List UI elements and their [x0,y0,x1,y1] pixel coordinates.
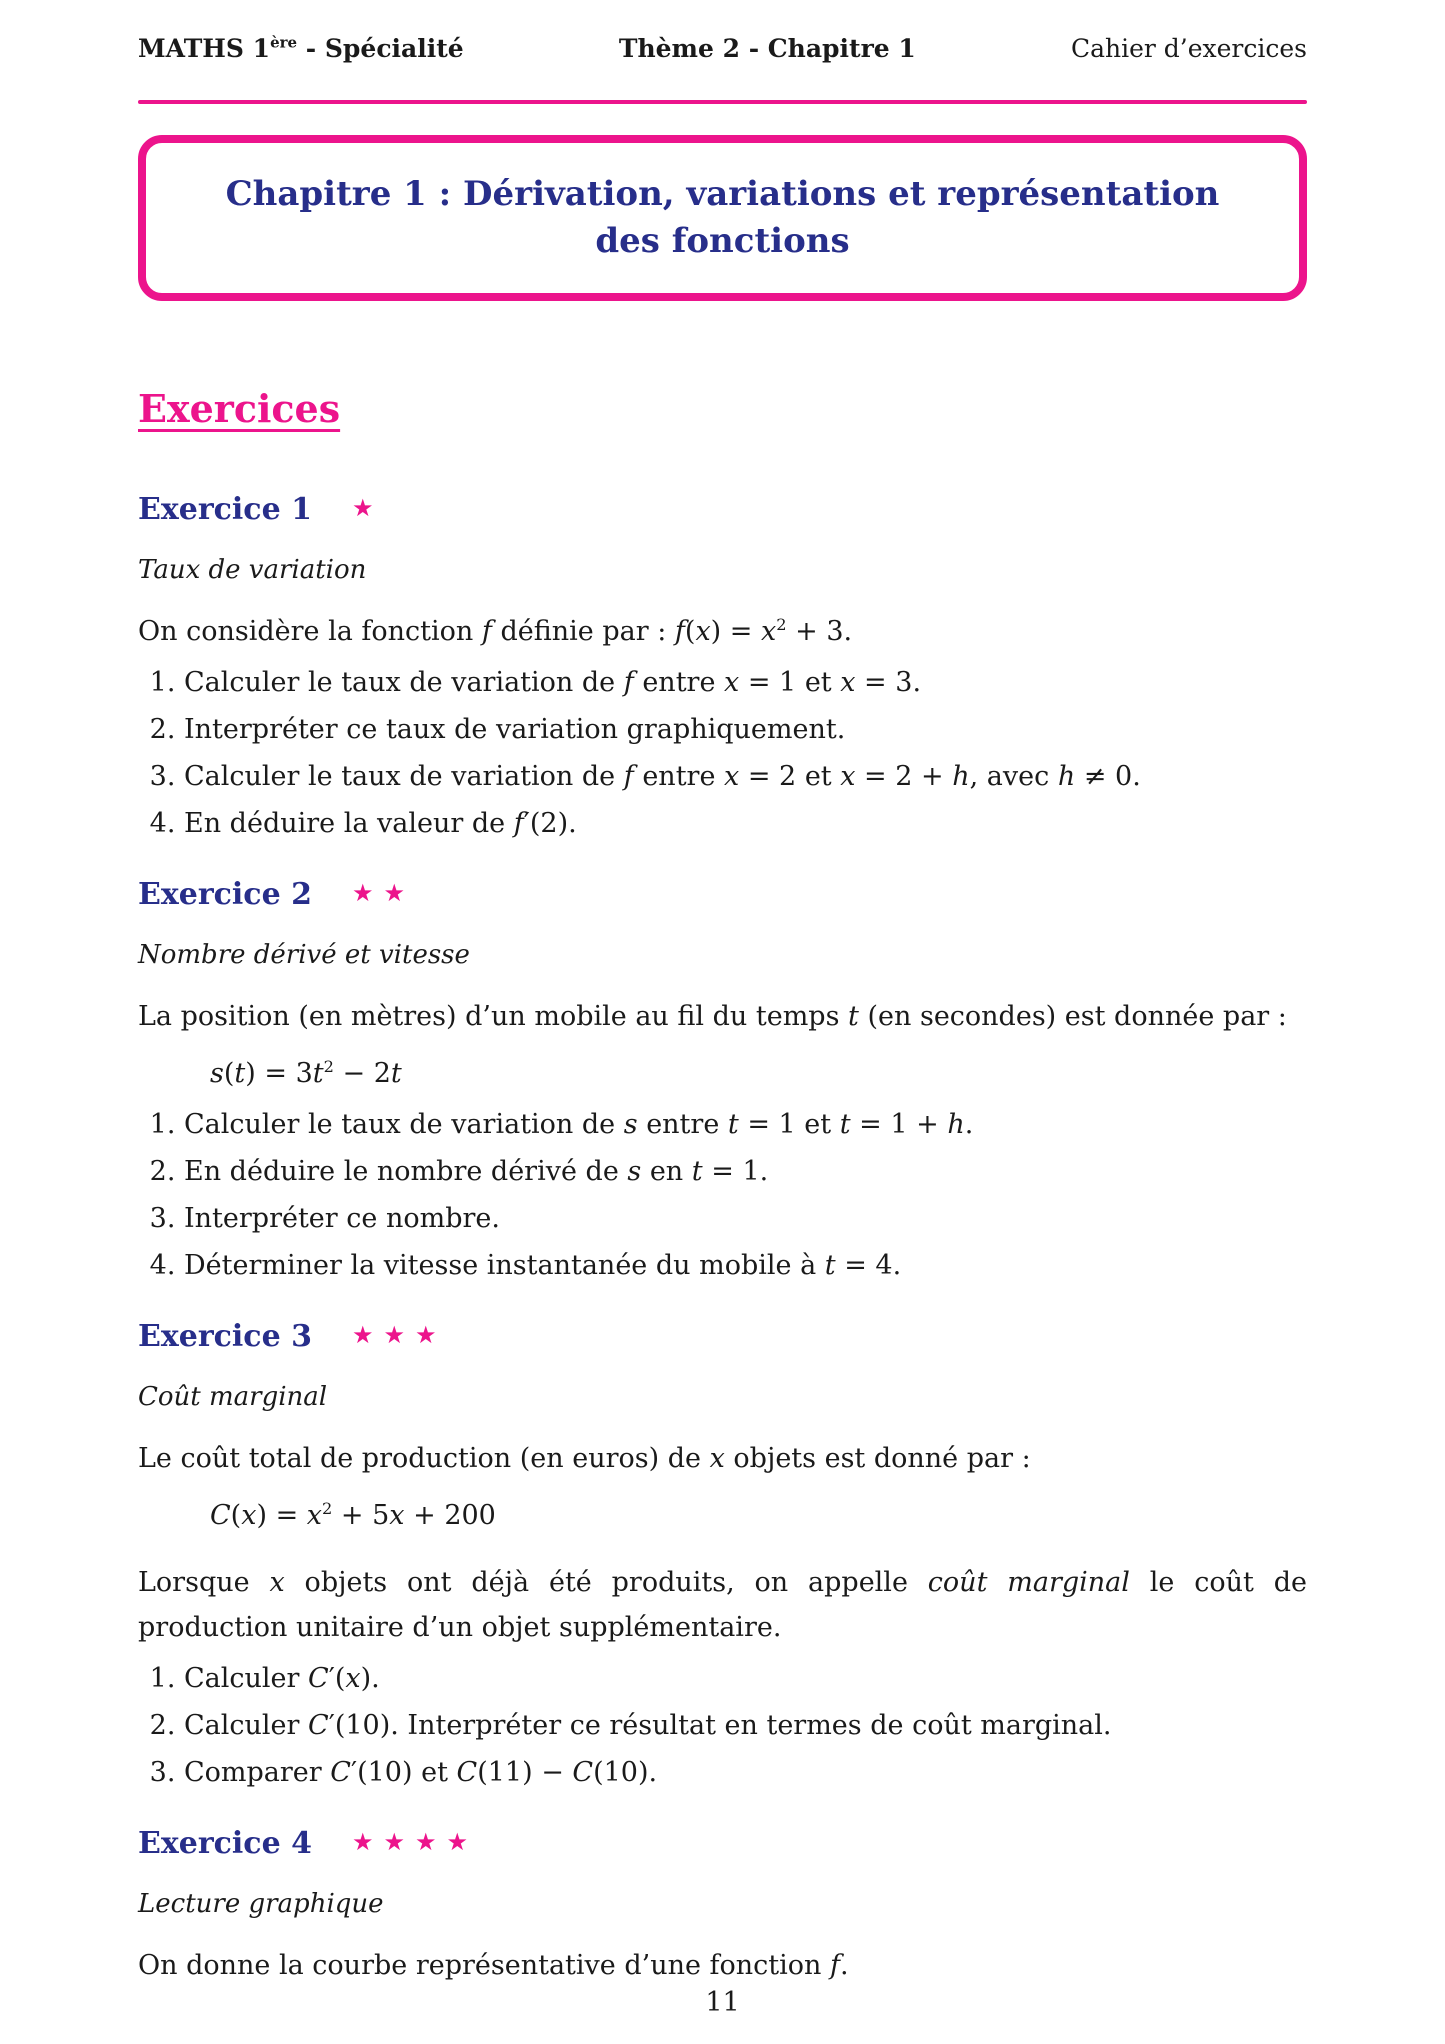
exercise-item: 4. Déterminer la vitesse instantanée du mobile à t = 4. [184,1243,1307,1288]
exercise-item: 1. Calculer C′(x). [184,1656,1307,1701]
exercise-intro: La position (en mètres) d’un mobile au fil du temps t (en secondes) est donnée par : [138,1001,1287,1032]
header-rule [138,100,1307,104]
exercise-title: Exercice 2 [138,877,312,912]
exercise-item: 3. Interpréter ce nombre. [184,1196,1307,1241]
chapter-title [158,171,1287,265]
exercise-paragraph: Lorsque x objets ont déjà été produits, on appelle coût marginal le coût de production unitaire d’un objet supplémentaire. [138,1567,1307,1643]
exercise-title: Exercice 1 [138,492,312,527]
page-header [138,33,1307,64]
exercise-2 [138,876,1307,1288]
exercise-list [138,1102,1307,1288]
page-number: 11 [705,1987,740,2018]
exercise-intro: On donne la courbe représentative d’une fonction f. [138,1950,849,1981]
exercise-item: 1. Calculer le taux de variation de s entre t = 1 et t = 1 + h. [184,1102,1307,1147]
exercise-title: Exercice 4 [138,1826,312,1861]
exercise-intro: On considère la fonction f définie par : $f(x) = x^2 + 3$. [138,615,853,647]
exercise-4 [138,1825,1307,1988]
exercise-heading [138,491,1307,527]
exercise-subtitle: Lecture graphique [138,1889,384,1919]
difficulty-stars: ★ [351,494,384,522]
difficulty-stars: ★★★★ [351,1828,479,1856]
chapter-title-line1: Chapitre 1 : Dérivation, variations et représentation [225,174,1220,214]
exercise-title: Exercice 3 [138,1319,312,1354]
exercise-subtitle: Taux de variation [138,555,367,585]
exercise-list [138,660,1307,846]
exercise-item: 3. Comparer C′(10) et C(11) − C(10). [184,1750,1307,1795]
exercise-item: 2. Interpréter ce taux de variation graphiquement. [184,707,1307,752]
exercise-3 [138,1318,1307,1795]
exercise-list [138,1656,1307,1795]
chapter-title-box [138,135,1307,301]
exercise-subtitle: Coût marginal [138,1382,328,1412]
exercises-container [138,491,1307,1988]
exercise-item: 2. En déduire le nombre dérivé de s en t = 1. [184,1149,1307,1194]
exercise-intro: Le coût total de production (en euros) de x objets est donné par : [138,1443,1031,1474]
exercise-formula: $C(x) = x^2 + 5x + 200$ [210,1499,496,1531]
exercise-heading [138,1318,1307,1354]
header-theme-label: Thème 2 - Chapitre 1 [618,34,916,63]
chapter-title-line2: des fonctions [595,221,850,261]
difficulty-stars: ★★ [351,879,416,907]
exercise-item: 3. Calculer le taux de variation de f entre x = 2 et x = 2 + h, avec h ≠ 0. [184,754,1307,799]
exercise-item: 1. Calculer le taux de variation de f entre x = 1 et x = 3. [184,660,1307,705]
exercise-heading [138,876,1307,912]
exercise-1 [138,491,1307,846]
section-heading-exercices: Exercices [138,386,341,431]
difficulty-stars: ★★★ [351,1321,447,1349]
exercise-heading [138,1825,1307,1861]
text-block [138,0,1307,1988]
exercise-formula: $s(t) = 3t^2 - 2t$ [210,1057,402,1089]
header-course-label: MATHS 1ère - Spécialité [138,33,464,63]
exercise-subtitle: Nombre dérivé et vitesse [138,940,470,970]
header-booklet-label: Cahier d’exercices [1070,34,1307,63]
exercise-item: 4. En déduire la valeur de f′(2). [184,801,1307,846]
exercise-item: 2. Calculer C′(10). Interpréter ce résultat en termes de coût marginal. [184,1703,1307,1748]
